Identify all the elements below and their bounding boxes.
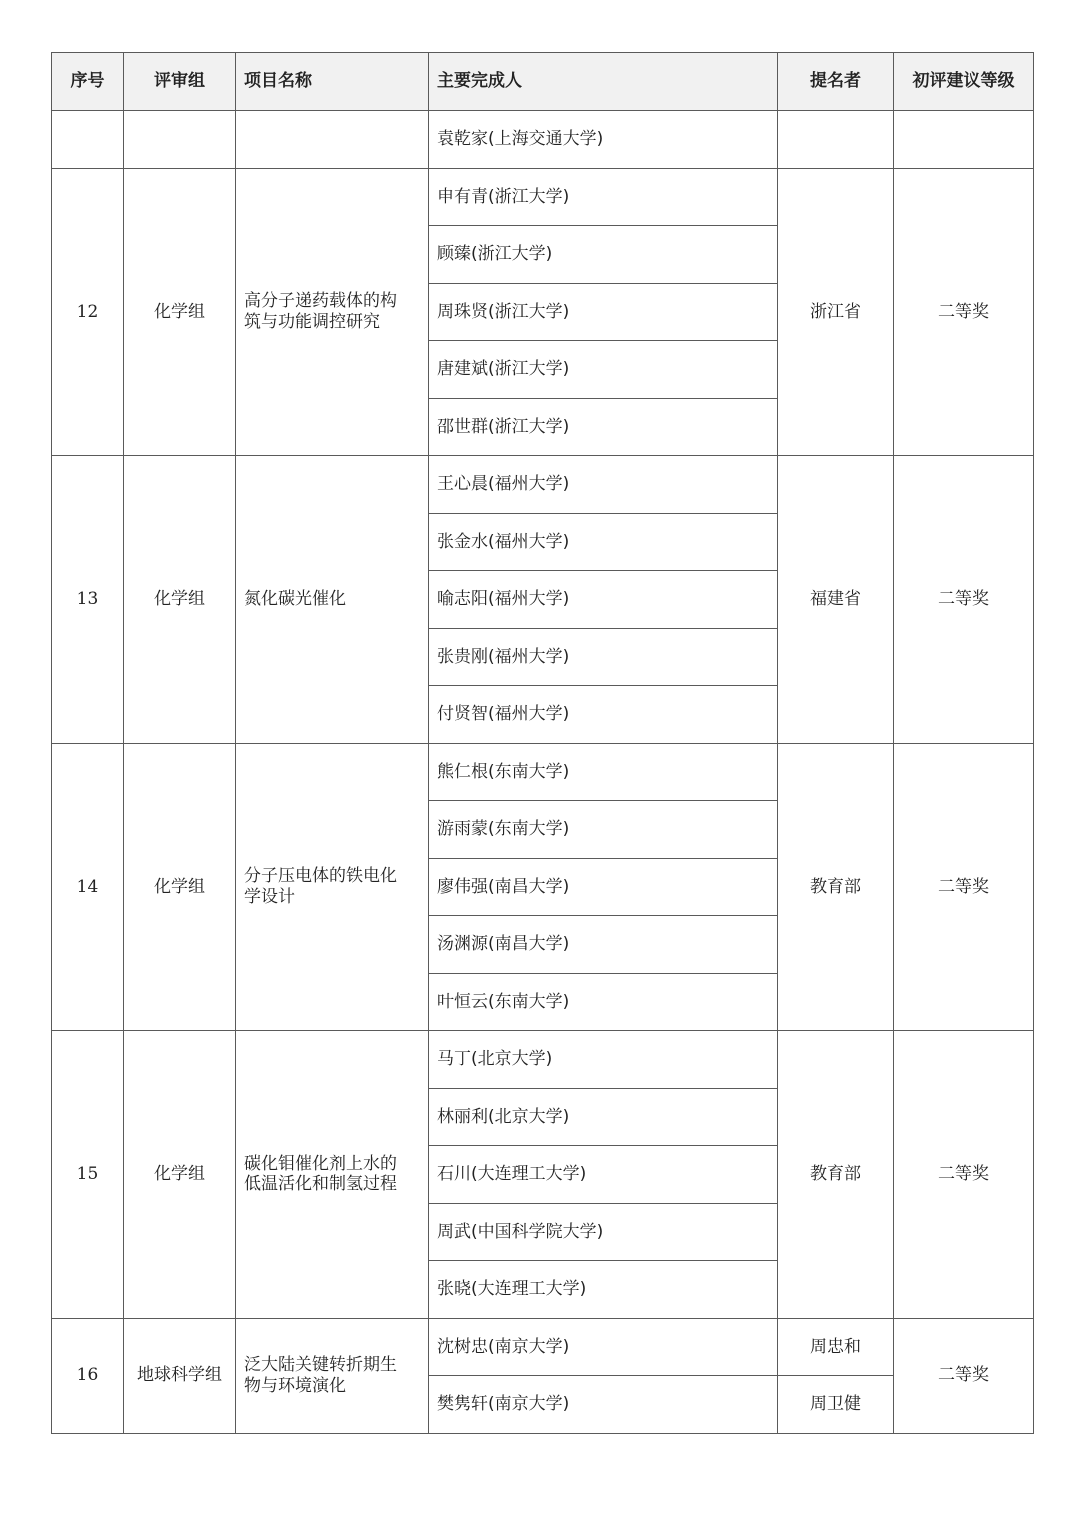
project-cell [236, 743, 429, 1031]
project-line: 物与环境演化 [244, 1375, 346, 1396]
group-cell: 化学组 [124, 1031, 236, 1319]
level-cell: 二等奖 [894, 1318, 1034, 1433]
seq-cell: 16 [52, 1318, 124, 1433]
member-cell: 马丁(北京大学) [429, 1031, 778, 1089]
header-project: 项目名称 [236, 53, 429, 111]
member-cell: 林丽利(北京大学) [429, 1088, 778, 1146]
member-cell: 张贵刚(福州大学) [429, 628, 778, 686]
header-nominator: 提名者 [778, 53, 894, 111]
group-cell: 化学组 [124, 456, 236, 744]
level-cell: 二等奖 [894, 1031, 1034, 1319]
project-cell [236, 1031, 429, 1319]
group-cell: 化学组 [124, 743, 236, 1031]
member-cell: 石川(大连理工大学) [429, 1146, 778, 1204]
nominator-cell: 浙江省 [778, 168, 894, 456]
project-cell [236, 456, 429, 744]
project-cell [236, 168, 429, 456]
project-line: 分子压电体的铁电化 [244, 866, 397, 887]
member-cell: 叶恒云(东南大学) [429, 973, 778, 1031]
awards-table [51, 52, 1034, 1434]
project-cell [236, 1318, 429, 1433]
member-cell: 付贤智(福州大学) [429, 686, 778, 744]
nominator-cell: 福建省 [778, 456, 894, 744]
table-row [52, 743, 1034, 801]
nominator-cell: 教育部 [778, 1031, 894, 1319]
member-cell: 樊隽轩(南京大学) [429, 1376, 778, 1434]
member-cell: 周武(中国科学院大学) [429, 1203, 778, 1261]
project-line: 泛大陆关键转折期生 [244, 1355, 397, 1376]
member-cell: 廖伟强(南昌大学) [429, 858, 778, 916]
level-cell [894, 111, 1034, 169]
nominator-cell: 周忠和 [778, 1318, 894, 1376]
header-members: 主要完成人 [429, 53, 778, 111]
project-line: 筑与功能调控研究 [244, 311, 380, 332]
header-level: 初评建议等级 [894, 53, 1034, 111]
nominator-cell: 周卫健 [778, 1376, 894, 1434]
member-cell: 邵世群(浙江大学) [429, 398, 778, 456]
table-row [52, 1318, 1034, 1376]
member-cell: 顾臻(浙江大学) [429, 226, 778, 284]
group-cell [124, 111, 236, 169]
level-cell: 二等奖 [894, 456, 1034, 744]
group-cell: 地球科学组 [124, 1318, 236, 1433]
seq-cell: 13 [52, 456, 124, 744]
project-line: 学设计 [244, 886, 295, 907]
nominator-cell: 教育部 [778, 743, 894, 1031]
header-group: 评审组 [124, 53, 236, 111]
member-cell: 王心晨(福州大学) [429, 456, 778, 514]
level-cell: 二等奖 [894, 168, 1034, 456]
member-cell: 张金水(福州大学) [429, 513, 778, 571]
member-cell: 沈树忠(南京大学) [429, 1318, 778, 1376]
table-row [52, 111, 1034, 169]
project-cell [236, 111, 429, 169]
member-cell: 周珠贤(浙江大学) [429, 283, 778, 341]
member-cell: 熊仁根(东南大学) [429, 743, 778, 801]
table-row [52, 1031, 1034, 1089]
member-cell: 申有青(浙江大学) [429, 168, 778, 226]
member-cell: 袁乾家(上海交通大学) [429, 111, 778, 169]
seq-cell [52, 111, 124, 169]
group-cell: 化学组 [124, 168, 236, 456]
seq-cell: 12 [52, 168, 124, 456]
project-line: 高分子递药载体的构 [244, 291, 397, 312]
project-line: 低温活化和制氢过程 [244, 1174, 397, 1195]
project-line: 氮化碳光催化 [244, 589, 346, 610]
seq-cell: 14 [52, 743, 124, 1031]
member-cell: 张晓(大连理工大学) [429, 1261, 778, 1319]
project-line: 碳化钼催化剂上水的 [244, 1153, 397, 1174]
member-cell: 汤渊源(南昌大学) [429, 916, 778, 974]
table-row [52, 168, 1034, 226]
nominator-cell [778, 111, 894, 169]
member-cell: 游雨蒙(东南大学) [429, 801, 778, 859]
header-seq: 序号 [52, 53, 124, 111]
table-row [52, 456, 1034, 514]
seq-cell: 15 [52, 1031, 124, 1319]
level-cell: 二等奖 [894, 743, 1034, 1031]
header-row [52, 53, 1034, 111]
member-cell: 喻志阳(福州大学) [429, 571, 778, 629]
member-cell: 唐建斌(浙江大学) [429, 341, 778, 399]
